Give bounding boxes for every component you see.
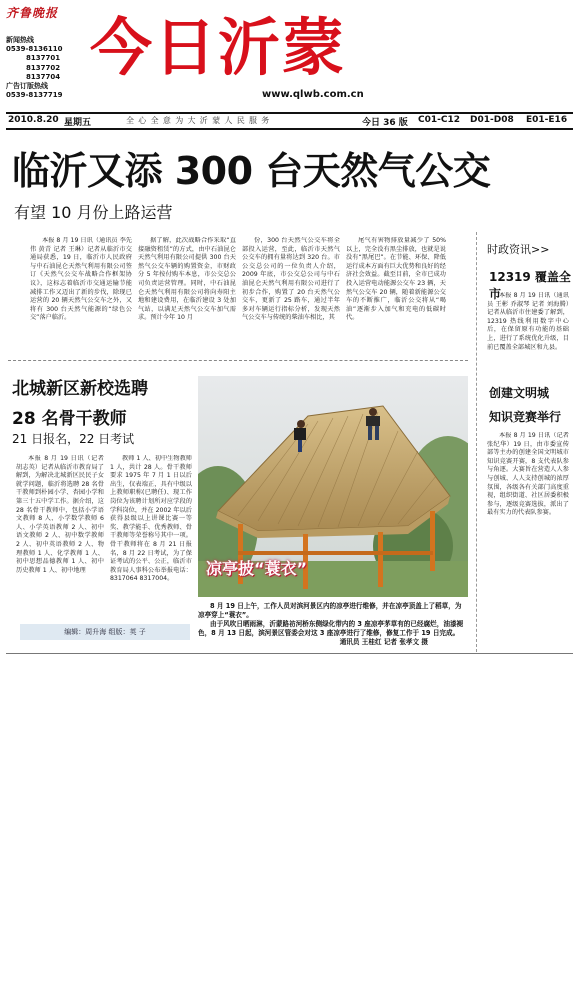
hotline-block: [6, 36, 62, 100]
date-bar: [6, 112, 573, 130]
section-d-range: D01-D08: [470, 115, 514, 125]
issue-weekday: 星期五: [64, 118, 92, 128]
story2-headline-line2: 28 名骨干教师: [12, 409, 127, 429]
lead-column-2: 据了解，此次战略合作采取“直接融资租赁”的方式，由中石油昆仑天然气利用有限公司提供 300 台天然气公交车辆的购置资金，市财政分 5 年按付购车本息，市公交总公司负责运营管理。同时，中石油昆仑天然气利用有限公司将向寿阳主地和建设费用，在临沂建设 3 处加气站，以满足天然气公交车加气需求。预计今年 10 月: [138, 237, 236, 322]
page-bottom-rule: [6, 653, 573, 654]
sidebar-item2-text: 本报 8 月 19 日讯（记者 张纪华）19 日，由市委宣传部等主办的创建全国文明城市知识竞赛开赛，8 支代表队参与角逐。大赛旨在营造人人参与创城、人人支持创城的浓厚氛围，各级各有关部门高度重视，组织街道、社区居委积极参与，逐级竞赛选拔，派出了最有实力的代表队参赛。: [487, 432, 569, 517]
issue-date: 2010.8.20: [8, 115, 59, 125]
hotline-number: 8137702: [26, 63, 61, 72]
column-divider: [476, 232, 477, 652]
photo-caption-para2: 由于风吹日晒雨淋，沂蒙路祊河桥东侧绿化带内的 3 座凉亭茅草有的已经腐烂，油漆褪色，8 月 13 日起，滨河景区管委会对这 3 座凉亭进行了维修，修复工作于 19 日完成。: [198, 620, 464, 637]
photo-overlay-title: 凉亭披“蓑衣”: [206, 559, 308, 578]
hotline-label: 新闻热线: [6, 36, 34, 44]
editor-credit-box: 编辑：周升海 组版：英 子: [20, 624, 190, 640]
section-divider: [8, 360, 468, 361]
paper-brand-logo: 齐鲁晚报: [6, 6, 59, 20]
hotline-number: 0539-8136110: [6, 45, 63, 54]
ad-hotline-label: 广告订版热线: [6, 82, 48, 91]
masthead-title: 今日沂蒙: [90, 11, 347, 84]
today-pages: 今日 36 版: [362, 118, 408, 128]
masthead-url[interactable]: www.qlwb.com.cn: [262, 89, 364, 100]
lead-column-1: 本报 8 月 19 日讯（通讯员 李先伟 黄青 记者 王琳）记者从临沂市交通局获悉，19 日，临沂市人民政府与中石油昆仑天然气利用有限公司签订《天然气公交车战略合作框架协议》，这标志着临沂市交通运输节能减排工作又迈出了新的步伐，除现已运营的 20 辆天然气公交车之外，又将有 300 台天然气能源的“绿色公交”落户临沂。: [30, 237, 132, 322]
ad-hotline-number: 0539-8137719: [6, 91, 63, 100]
photo-caption: [198, 602, 468, 647]
sidebar-item2-title-line2: 知识竞赛举行: [489, 410, 562, 424]
hotline-number: 8137704: [26, 72, 61, 81]
sidebar-item2-title: 创建文明城: [489, 386, 550, 400]
story2-subhead: 21 日报名，22 日考试: [12, 432, 135, 446]
sidebar-item1-text: 本报 8 月 19 日讯（通讯员 王彬 乔淑琴 记者 刘海腾）记者从临沂市住建委了解到，12319 热线利用数字中心后，在保留原有功能的基础上，进行了系统优化升级，目前已覆盖全部城区和九县。: [487, 292, 569, 351]
lead-column-4: 尾气有害物排放量减少了 50% 以上，完全没有黑尘排放，也就是说没有“黑尾巴”。在节能、环保、降低运行成本方面有巨大优势和良好的经济社会效益。截至目前，全市已成功投入运营电动能源公交车 23 辆，天然气公交车 20 辆，随着新能源公交车的不断推广，临沂公交将从“喝油”逐渐步入加气和充电的低碳时代。: [346, 237, 446, 322]
story2-column-2: 教师 1 人、初中生物教师 1 人，共计 28 人。骨干教师要求 1975 年 7 月 1 日以后出生，仅表端正，具有中级以上教师职称(已聘任)、现工作岗位为该聘计划所对应学段的学科岗位，并在 2002 年以后获得县级以上讲课比赛一等奖、教学能手、优秀教师、骨干教师等荣誉称号其中一项。骨干教师将在 8 月 21 日报名，8 月 22 日考试，为了保证考试的公平、公正，临沂市教育局人事科公布举报电话：8317064 8317004。: [110, 455, 192, 583]
lead-subhead: 有望 10 月份上路运营: [14, 203, 173, 222]
lead-headline: 临沂又添 300 台天然气公交: [12, 149, 491, 193]
story2-headline: 北城新区新校选聘: [12, 379, 148, 399]
lead-column-3: 份，300 台天然气公交车将全部投入运营，至此，临沂市天然气公交车的拥有量将达到 320 台。市公交总公司的一位负责人介绍，2009 年底，市公交总公司与中石油昆仑天然气利用有限公司进行了初步合作，购置了 20 台天然气公交车，更新了 25 路车，通过半年多对车辆运行指标分析，发现天然气公交车与传统的柴油车相比，其: [242, 237, 340, 322]
slogan: 全心全意为大沂蒙人民服务: [126, 116, 274, 125]
section-e-range: E01-E16: [526, 115, 568, 125]
sidebar-item1-title: 12319 覆盖全市: [489, 270, 571, 301]
photo-caption-para1: 8 月 19 日上午，工作人员对滨河景区内的凉亭进行维修，并在凉亭顶盖上了稻草，为凉亭穿上“蓑衣”。: [198, 602, 462, 619]
photo-credit: 通讯员 王桂红 记者 张孝文 摄: [339, 638, 428, 646]
section-c-range: C01-C12: [418, 115, 460, 125]
sidebar-section-title[interactable]: 时政资讯>>: [487, 243, 550, 256]
story2-column-1: 本报 8 月 19 日讯（记者 胡志英）记者从临沂市教育局了解到，为解决北城新区民民子女就学问题，临沂将选聘 28 名骨干教师到朴园小学、杏园小学和第三十五中学工作。据介绍，这 28 名骨干教师中，包括小学语文教师 8 人、小学数学教师 6 人、小学英语教师 2 人、初中语文教师 2 人、初中数学教师 2 人、初中英语教师 2 人、物理教师 1 人、化学教师 1 人、初中思想品德教师 1 人、初中历史教师 1 人、初中地理: [16, 455, 104, 574]
hotline-number: 8137701: [26, 54, 61, 63]
